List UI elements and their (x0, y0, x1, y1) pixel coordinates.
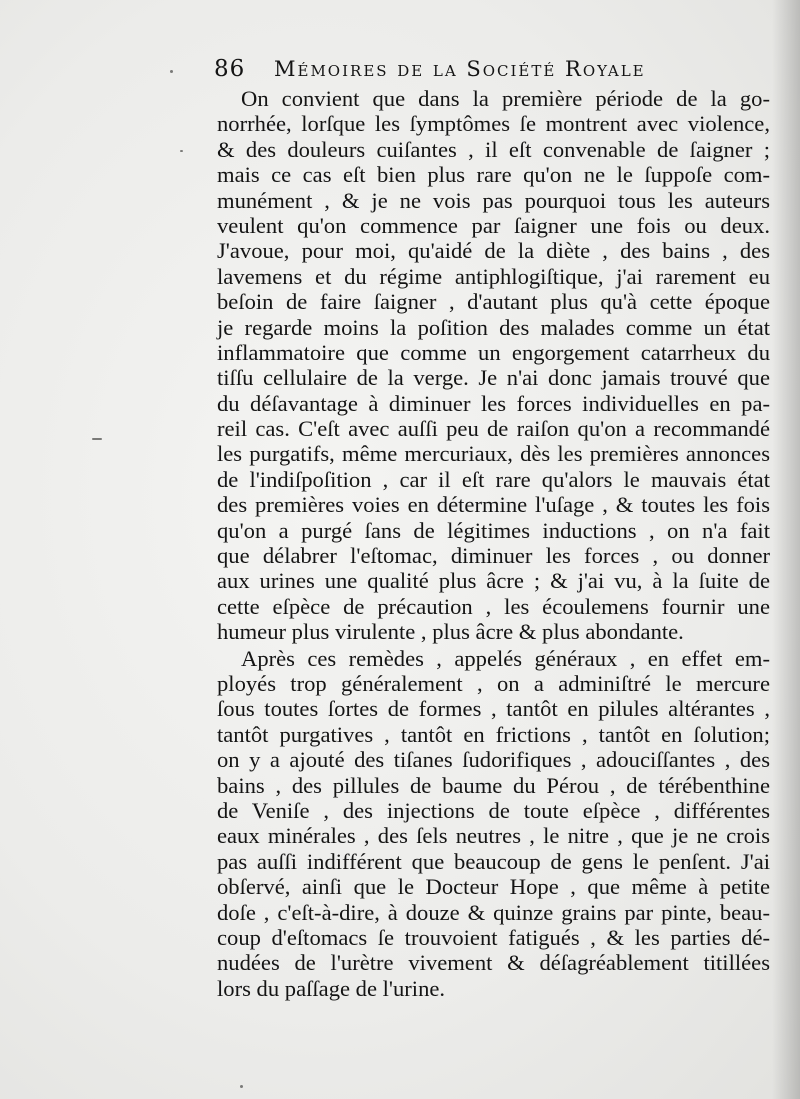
text-line: humeur plus virulente , plus âcre & plus abondante. (217, 619, 684, 645)
text-line: ployés trop généralement , on a adminiſtré le mercure (217, 670, 770, 696)
paragraph-1 (217, 86, 770, 645)
text-line: ſous toutes ſortes de formes , tantôt en pilules altérantes , (217, 696, 770, 722)
text-line: tiſſu cellulaire de la verge. Je n'ai donc jamais trouvé que (217, 365, 770, 391)
text-line: qu'on a purgé ſans de légitimes inductions , on n'a fait (217, 517, 770, 543)
text-line: bains , des pillules de baume du Pérou , de térébenthine (217, 772, 770, 798)
page-header (214, 56, 734, 86)
text-line: aux urines une qualité plus âcre ; & j'ai vu, à la ſuite de (217, 568, 770, 594)
paper-speck (92, 438, 102, 440)
text-line: nudées de l'urètre vivement & déſagréablement titillées (217, 950, 770, 976)
body-text (217, 86, 770, 1001)
text-line: mais ce cas eſt bien plus rare qu'on ne le ſuppoſe com- (217, 162, 770, 188)
text-line: cette eſpèce de précaution , les écoulemens fournir une (217, 593, 770, 619)
text-line: munément , & je ne vois pas pourquoi tous les auteurs (217, 187, 770, 213)
text-line: eaux minérales , des ſels neutres , le nitre , que je ne crois (217, 823, 770, 849)
paragraph-2 (217, 646, 770, 1001)
gutter-shadow (772, 0, 800, 1099)
text-line: J'avoue, pour moi, qu'aidé de la diète , des bains , des (217, 238, 770, 264)
text-line: norrhée, lorſque les ſymptômes ſe montrent avec violence, (217, 111, 770, 137)
paper-speck (170, 70, 173, 73)
text-line: tantôt purgatives , tantôt en frictions , tantôt en ſolution; (217, 721, 770, 747)
text-line: Après ces remèdes , appelés généraux , en effet em- (241, 645, 770, 671)
text-line: pas auſſi indifférent que beaucoup de gens le penſent. J'ai (217, 848, 770, 874)
text-line: beſoin de faire ſaigner , d'autant plus qu'à cette époque (217, 289, 770, 315)
text-line: de l'indiſpoſition , car il eſt rare qu'alors le mauvais état (217, 466, 770, 492)
text-line: lavemens et du régime antiphlogiſtique, j'ai rarement eu (217, 263, 770, 289)
text-line: de Veniſe , des injections de toute eſpèce , différentes (217, 797, 770, 823)
text-line: On convient que dans la première période de la go- (241, 86, 770, 111)
text-line: veulent qu'on commence par ſaigner une fois ou deux. (217, 212, 770, 238)
text-line: coup d'eſtomacs ſe trouvoient fatigués , & les parties dé- (217, 924, 770, 950)
page-number: 86 (214, 56, 246, 82)
text-line: du déſavantage à diminuer les forces individuelles en pa- (217, 390, 770, 416)
text-line: & des douleurs cuiſantes , il eſt convenable de ſaigner ; (217, 136, 770, 162)
text-line: doſe , c'eſt-à-dire, à douze & quinze grains par pinte, beau- (217, 899, 770, 925)
text-line: reil cas. C'eſt avec auſſi peu de raiſon qu'on a recommandé (217, 416, 770, 442)
running-head: Mémoires de la Société Royale (274, 57, 646, 81)
text-line: que délabrer l'eſtomac, diminuer les forces , ou donner (217, 543, 770, 569)
text-line: les purgatifs, même mercuriaux, dès les premières annonces (217, 441, 770, 467)
text-line: on y a ajouté des tiſanes ſudorifiques , adouciſſantes , des (217, 747, 770, 773)
text-line: inflammatoire que comme un engorgement catarrheux du (217, 339, 770, 365)
text-line: obſervé, ainſi que le Docteur Hope , que même à petite (217, 874, 770, 900)
text-line: lors du paſſage de l'urine. (217, 975, 446, 1001)
paper-speck (180, 150, 183, 152)
text-line: je regarde moins la poſition des malades comme un état (217, 314, 770, 340)
text-line: des premières voies en détermine l'uſage , & toutes les fois (217, 492, 770, 518)
paper-speck (240, 1085, 243, 1088)
